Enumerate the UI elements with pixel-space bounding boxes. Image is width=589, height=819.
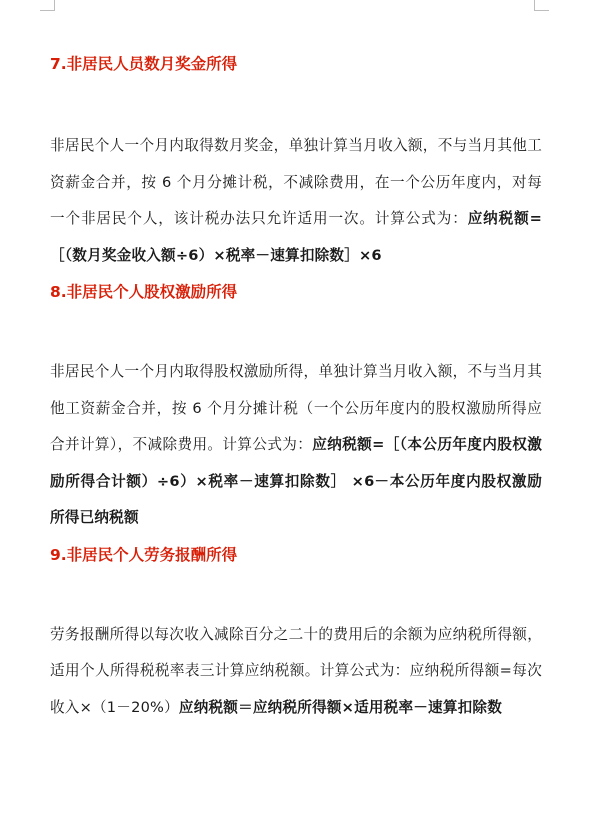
document-body <box>50 50 542 726</box>
tax-formula: 应纳税额＝应纳税所得额×适用税率－速算扣除数 <box>178 698 503 716</box>
section-paragraph-nonresident-equity-incentive <box>50 354 542 537</box>
page-corner-mark-top-left <box>40 0 55 11</box>
paragraph-text: 劳务报酬所得以每次收入减除百分之二十的费用后的余额为应纳税所得额，适用个人所得税税率表三计算应纳税额。计算公式为：应纳税所得额=每次收入×（1－20%） <box>50 625 542 716</box>
section-heading-nonresident-equity-incentive: 8.非居民个人股权激励所得 <box>50 283 238 301</box>
paragraph-text: 非居民个人一个月内取得股权激励所得，单独计算当月收入额，不与当月其他工资薪金合并，按 6 个月分摊计税（一个公历年度内的股权激励所得应合并计算），不减除费用。计算公式为： <box>50 363 542 453</box>
paragraph-text: 非居民个人一个月内取得数月奖金，单独计算当月收入额，不与当月其他工资薪金合并，按 6 个月分摊计税，不减除费用，在一个公历年度内，对每一个非居民个人，该计税办法只允许适用一次。计算公式为： <box>50 137 542 227</box>
section-heading-nonresident-labor-remuneration: 9.非居民个人劳务报酬所得 <box>50 545 238 564</box>
section-paragraph-nonresident-bonus <box>50 128 542 274</box>
tax-formula: 应纳税额=［（本公历年度内股权激励所得合计额）÷6）×税率－速算扣除数］ ×6－本公历年度内股权激励所得已纳税额 <box>50 436 542 526</box>
section-paragraph-nonresident-labor-remuneration <box>50 617 542 727</box>
page-corner-mark-top-right <box>534 0 549 11</box>
tax-formula: 应纳税额=［（数月奖金收入额÷6）×税率－速算扣除数］×6 <box>50 210 542 264</box>
section-heading-nonresident-bonus: 7.非居民人员数月奖金所得 <box>50 55 238 73</box>
